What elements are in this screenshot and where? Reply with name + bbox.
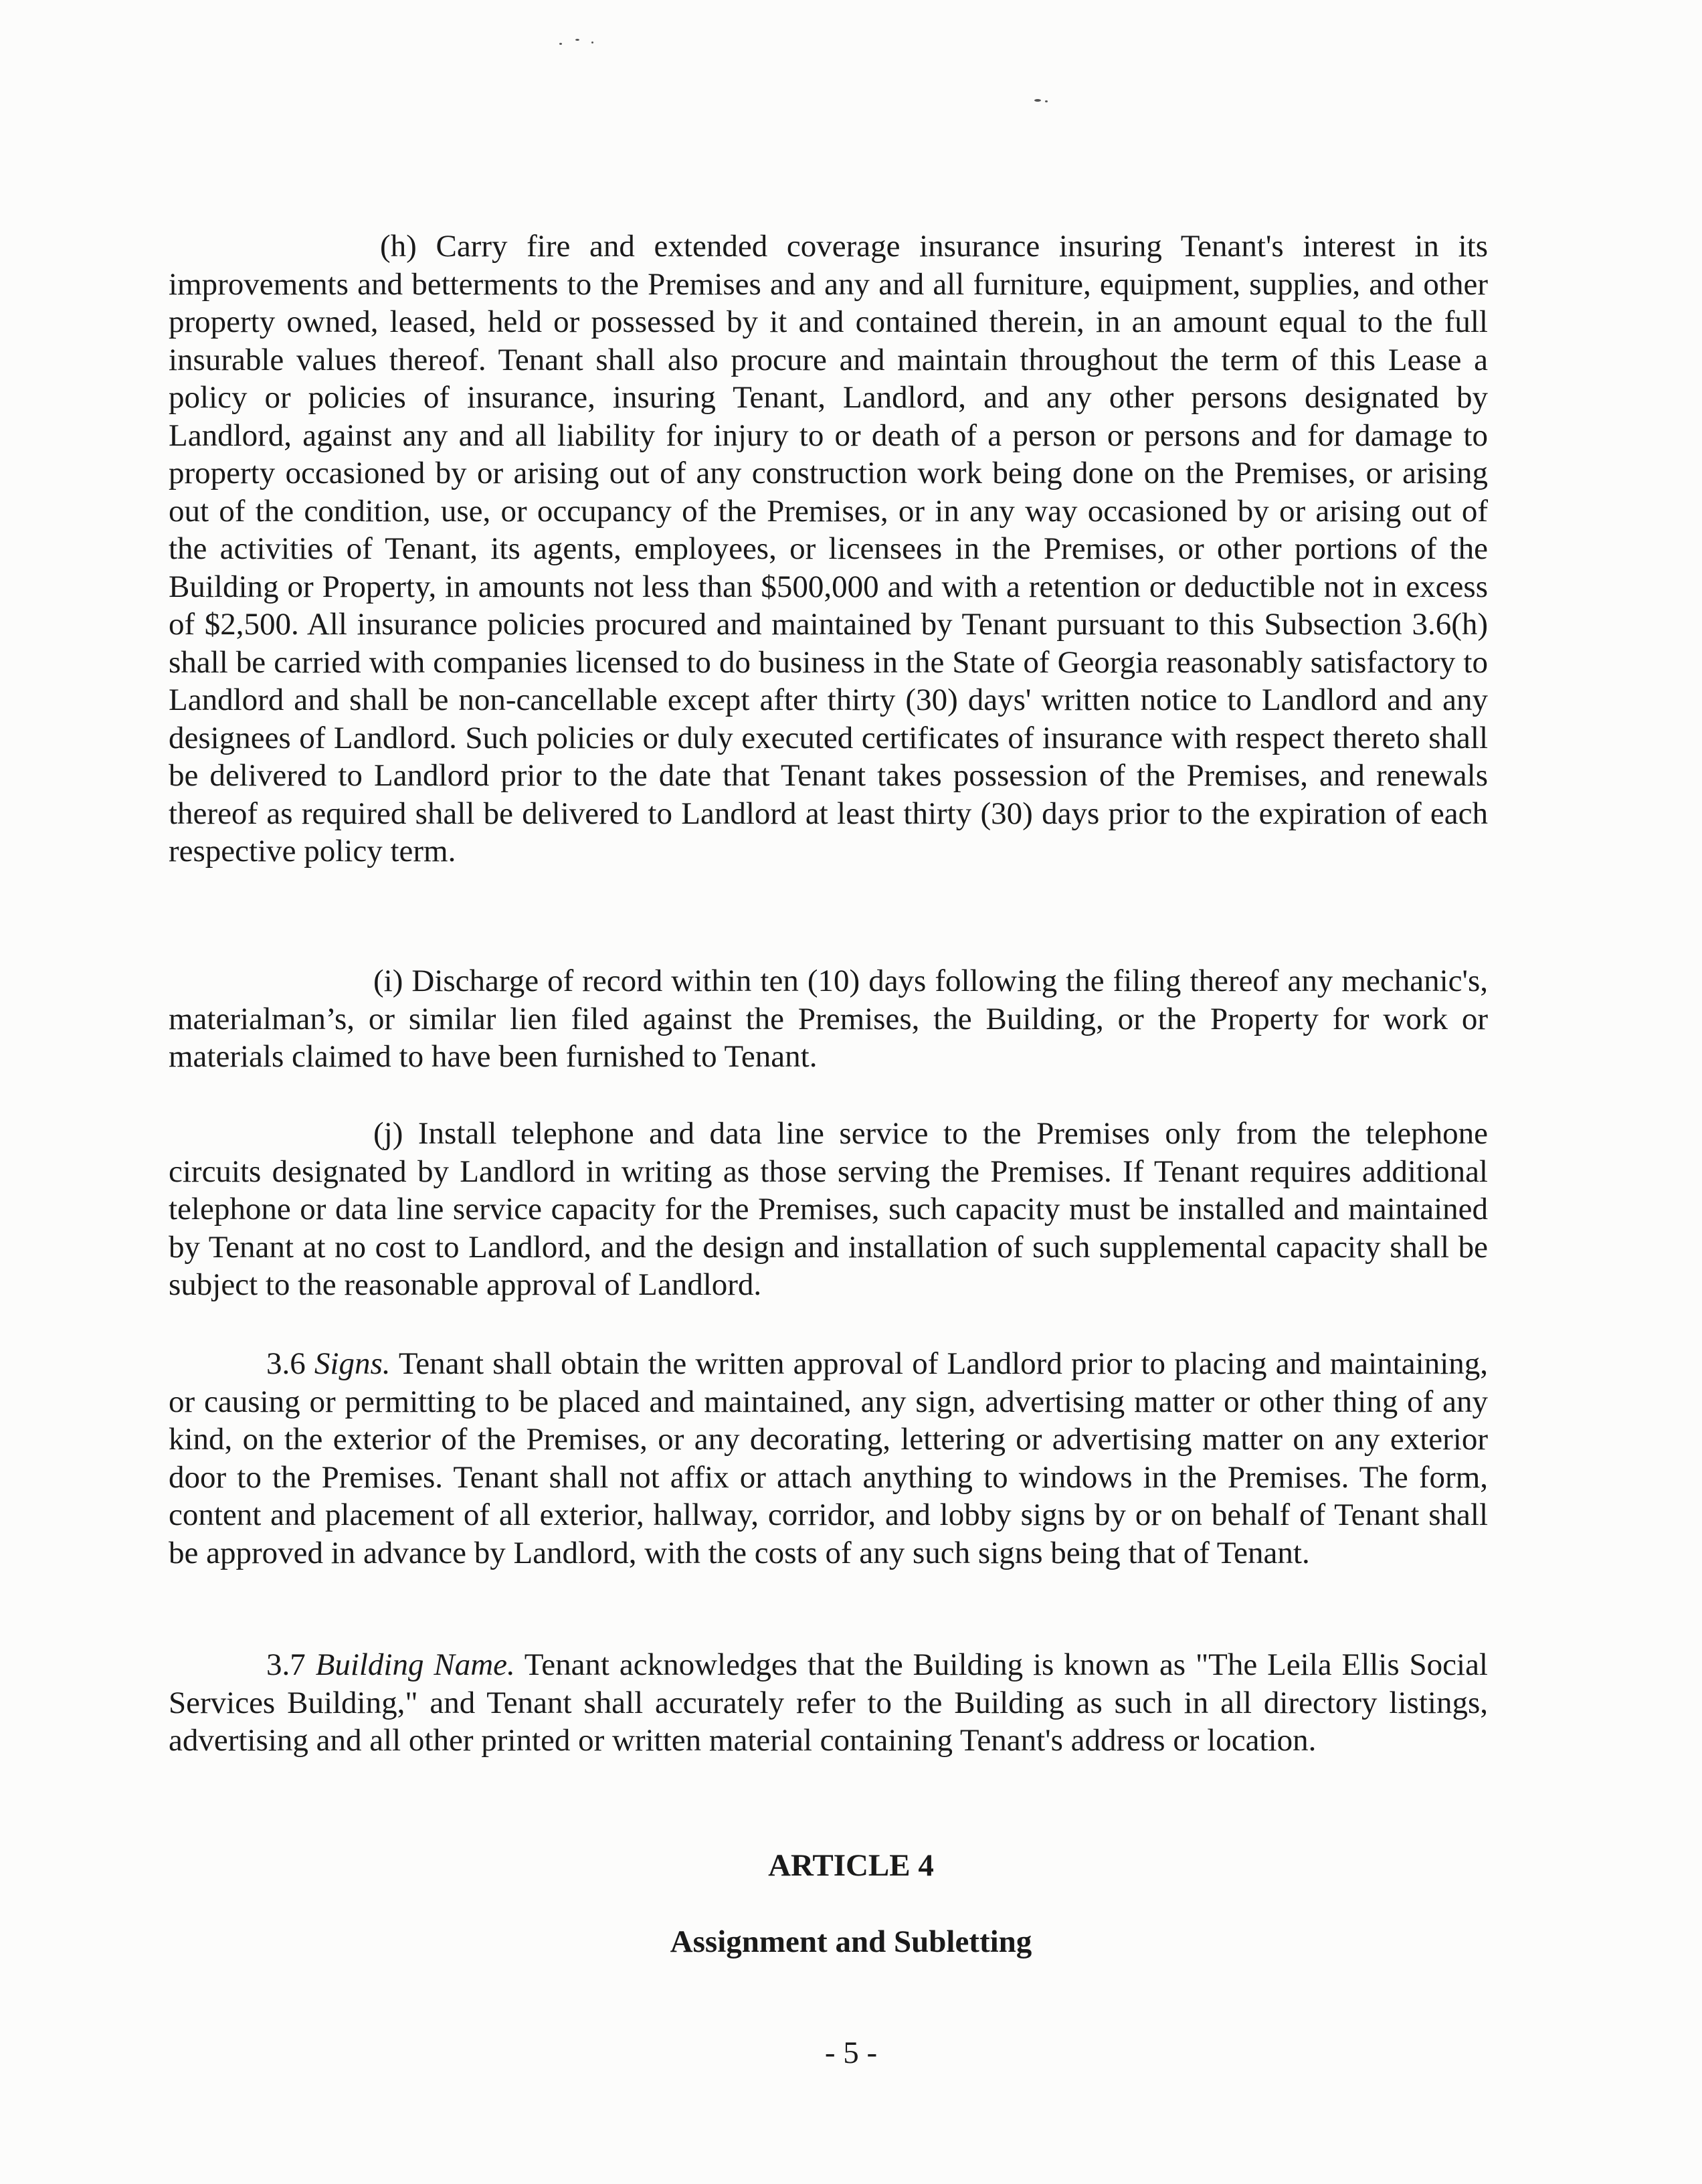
article-subtitle: Assignment and Subletting [670, 1924, 1032, 1959]
section-3-6-number: 3.6 [266, 1346, 306, 1381]
document-body [169, 227, 1489, 1758]
section-3-6-heading: Signs. [314, 1346, 391, 1381]
section-3-7-text: Tenant acknowledges that the Building is known as "The Leila Ellis Social Services Building," and Tenant shall accurately refer to the Building as such in all directory listings, advertising and all other printed or written material containing Tenant's address or location. [169, 1647, 1488, 1758]
scan-speck [591, 41, 593, 43]
paragraph-i: (i) Discharge of record within ten (10) days following the filing thereof any mechanic's, materialman’s, or similar lien filed against the Premises, the Building, or the Property for work or materials claimed to have been furnished to Tenant. [169, 964, 1488, 1074]
scan-speck [1034, 99, 1041, 102]
section-3-7-heading: Building Name. [315, 1647, 515, 1682]
section-3-6 [169, 1345, 1488, 1572]
scan-speck [575, 39, 579, 41]
paragraph-j: (j) Install telephone and data line service to the Premises only from the telephone circuits designated by Landlord in writing as those serving the Premises. If Tenant requires additional telephone or data line service capacity for the Premises, such capacity must be installed and maintained by Tenant at no cost to Landlord, and the design and installation of such supplemental capacity shall be subject to the reasonable approval of Landlord. [169, 1116, 1488, 1302]
article-title: ARTICLE 4 [768, 1848, 934, 1883]
scan-speck [1045, 100, 1048, 102]
section-3-7-number: 3.7 [266, 1647, 306, 1682]
section-3-6-text: Tenant shall obtain the written approval of Landlord prior to placing and maintaining, or causing or permitting to be placed and maintained, any sign, advertising matter or other thing of any kind, on the exterior of the Premises, or any decorating, lettering or advertising matter on any exterior door to the Premises. Tenant shall not affix or attach anything to windows in the Premises. The form, content and placement of all exterior, hallway, corridor, and lobby signs by or on behalf of Tenant shall be approved in advance by Landlord, with the costs of any such signs being that of Tenant. [169, 1346, 1489, 1570]
paragraph-h: (h) Carry fire and extended coverage insurance insuring Tenant's interest in its improvements and betterments to the Premises and any and all furniture, equipment, supplies, and other property owned, leased, held or possessed by it and contained therein, in an amount equal to the full insurable values thereof. Tenant shall also procure and maintain throughout the term of this Lease a policy or policies of insurance, insuring Tenant, Landlord, and any other persons designated by Landlord, against any and all liability for injury to or death of a person or persons and for damage to property occasioned by or arising out of any construction work being done on the Premises, or arising out of the condition, use, or occupancy of the Premises, or in any way occasioned by or arising out of the activities of Tenant, its agents, employees, or licensees in the Premises, or other portions of the Building or Property, in amounts not less than $500,000 and with a retention or deductible not in excess of $2,500. All insurance policies procured and maintained by Tenant pursuant to this Subsection 3.6(h) shall be carried with companies licensed to do business in the State of Georgia reasonably satisfactory to Landlord and shall be non-cancellable except after thirty (30) days' written notice to Landlord and any designees of Landlord. Such policies or duly executed certificates of insurance with respect thereto shall be delivered to Landlord prior to the date that Tenant takes possession of the Premises, and renewals thereof as required shall be delivered to Landlord at least thirty (30) days prior to the expiration of each respective policy term. [169, 229, 1488, 869]
page-number: - 5 - [824, 2035, 878, 2070]
section-3-7 [169, 1646, 1488, 1760]
scan-speck [559, 43, 562, 45]
